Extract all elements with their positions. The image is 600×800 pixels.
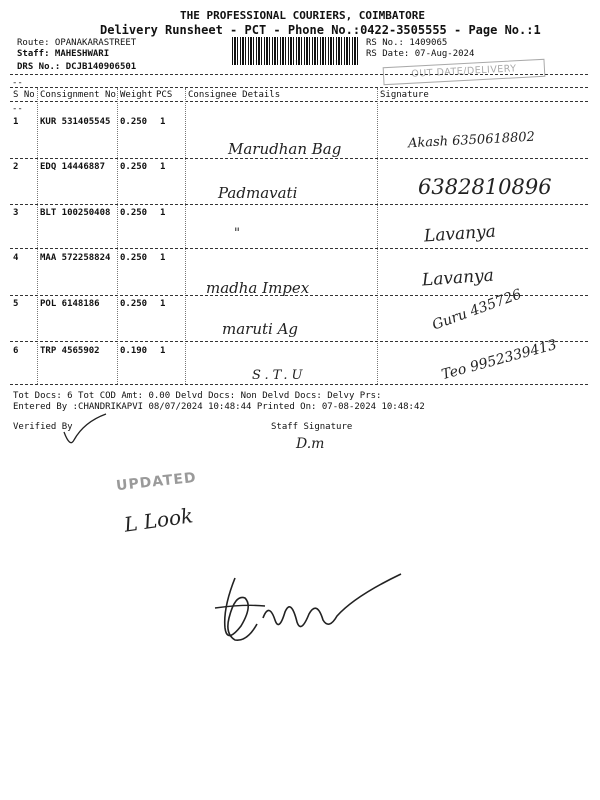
row-divider [10, 158, 588, 159]
signature-handwritten: Lavanya [421, 265, 495, 291]
column-separator [185, 88, 186, 384]
consignee-handwritten: Padmavati [218, 184, 298, 202]
divider-marks: -- [12, 78, 23, 88]
rs-number: RS No.: 1409065 [366, 38, 448, 48]
signature-handwritten: 6382810896 [418, 175, 552, 199]
col-consignment: Consignment No [40, 90, 116, 100]
row-consignment: MAA 572258824 [40, 253, 111, 263]
row-consignment: POL 6148186 [40, 299, 100, 309]
updated-stamp: UPDATED [115, 469, 198, 495]
row-weight: 0.250 [120, 299, 148, 309]
signature-handwritten: Teo 9952339413 [439, 336, 559, 384]
divider-marks: -- [12, 104, 23, 114]
row-pcs: 1 [160, 299, 166, 309]
col-consignee: Consignee Details [188, 90, 281, 100]
column-separator [37, 88, 38, 384]
runsheet-title: Delivery Runsheet - PCT - Phone No.:0422-3505555 - Page No.:1 [100, 23, 541, 37]
row-weight: 0.250 [120, 117, 148, 127]
row-divider [10, 248, 588, 249]
col-weight: Weight [120, 90, 153, 100]
row-sno: 1 [13, 117, 19, 127]
row-consignment: KUR 531405545 [40, 117, 111, 127]
divider [10, 87, 588, 88]
company-name: THE PROFESSIONAL COURIERS, COIMBATORE [180, 9, 426, 22]
row-consignment: EDQ 14446887 [40, 162, 106, 172]
divider [10, 101, 588, 102]
column-separator [117, 88, 118, 384]
row-sno: 2 [13, 162, 19, 172]
row-weight: 0.250 [120, 162, 148, 172]
drs-number: DRS No.: DCJB140906501 [17, 62, 137, 72]
column-separator [377, 88, 378, 384]
route-label: Route: OPANAKARASTREET [17, 38, 137, 48]
signature-handwritten: Akash 6350618802 [407, 129, 536, 152]
signature-handwritten: Lavanya [423, 221, 497, 247]
totals-line: Tot Docs: 6 Tot COD Amt: 0.00 Delvd Docs: Non Delvd Docs: Delvy Prs: [13, 391, 382, 401]
barcode [232, 37, 358, 65]
row-consignment: BLT 100250408 [40, 208, 111, 218]
divider [10, 74, 588, 75]
consignee-handwritten: S.T.U [252, 368, 307, 383]
row-divider [10, 384, 588, 385]
consignee-handwritten: madha Impex [206, 279, 310, 297]
row-sno: 4 [13, 253, 19, 263]
staff-signature-label: Staff Signature [271, 422, 353, 432]
row-pcs: 1 [160, 253, 166, 263]
col-signature: Signature [380, 90, 429, 100]
updated-handwritten-note: L Look [122, 503, 195, 537]
row-pcs: 1 [160, 346, 166, 356]
row-divider [10, 204, 588, 205]
rs-date: RS Date: 07-Aug-2024 [366, 49, 475, 59]
row-divider [10, 341, 588, 342]
staff-label: Staff: MAHESHWARI [17, 49, 110, 59]
consignee-handwritten: Marudhan Bag [228, 140, 342, 158]
row-sno: 3 [13, 208, 19, 218]
delivery-stamp: OUT DATE/DELIVERY [383, 59, 546, 85]
verified-signature [62, 410, 112, 450]
entered-by-line: Entered By :CHANDRIKAPVI 08/07/2024 10:48:44 Printed On: 07-08-2024 10:48:42 [13, 402, 425, 412]
row-weight: 0.250 [120, 208, 148, 218]
row-sno: 6 [13, 346, 19, 356]
row-weight: 0.250 [120, 253, 148, 263]
verified-by-label: Verified By [13, 422, 73, 432]
col-pcs: PCS [156, 90, 173, 100]
row-weight: 0.190 [120, 346, 148, 356]
consignee-handwritten: " [234, 226, 240, 241]
row-consignment: TRP 4565902 [40, 346, 100, 356]
col-sno: S No [13, 90, 35, 100]
signature-handwritten: Guru 435726 [430, 286, 524, 334]
consignee-handwritten: maruti Ag [222, 320, 299, 338]
row-pcs: 1 [160, 117, 166, 127]
row-pcs: 1 [160, 162, 166, 172]
staff-signature-handwritten: D.m [296, 436, 325, 452]
row-sno: 5 [13, 299, 19, 309]
bottom-signature [205, 568, 405, 658]
row-pcs: 1 [160, 208, 166, 218]
